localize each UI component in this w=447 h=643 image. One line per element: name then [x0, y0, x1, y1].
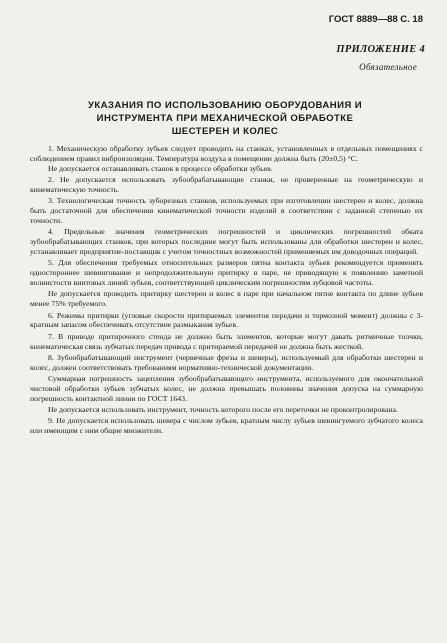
title-line: ШЕСТЕРЕН И КОЛЕС: [171, 126, 279, 137]
paragraph: 8. Зубообрабатывающий инструмент (червячные фрезы и шеверы), используемый для обработки шестерен и колес, должен соответствовать требованиям нормативно-технической документации.: [30, 352, 423, 372]
paragraph: 2. Не допускается использовать зубообрабатывающие станки, не проверенные на геометрическую и кинематическую точность.: [30, 175, 423, 194]
standard-reference: ГОСТ 8889—88 С. 18: [328, 14, 423, 25]
title-line: ИНСТРУМЕНТА ПРИ МЕХАНИЧЕСКОЙ ОБРАБОТКЕ: [96, 113, 354, 124]
paragraph: 7. В приводе притирочного стенда не должно быть элементов, которые могут давать ритмичные толчки, кинематическая связь зубчатых передач привода с притираемой передачей не должна быть жесткой.: [30, 331, 423, 351]
document-body: [30, 144, 423, 436]
paragraph: 5. Для обеспечения требуемых относительных размеров пятна контакта зубьев рекомендуется применять одностороннее шевингование и непродолжительную притирку в паре, не приводящую к появлению заметной волнистости винтовых линий зубьев, соответствующей циклическим погрешностям зубцовой частоты.: [30, 258, 423, 287]
paragraph: Суммарная погрешность зацепления зубообрабатывающего инструмента, используемого для окончательной чистовой обработки зубьев зубчатых колес, не должна превышать половины значения допуска на суммарную погрешность контактной линии по ГОСТ 1643.: [30, 374, 423, 403]
appendix-status: Обязательное: [359, 62, 417, 72]
title-line: УКАЗАНИЯ ПО ИСПОЛЬЗОВАНИЮ ОБОРУДОВАНИЯ И: [87, 100, 363, 111]
paragraph: 1. Механическую обработку зубьев следует проводить на станках, установленных в отдельных помещениях с соблюдением правил виброизоляции. Температура воздуха в помещении должна быть (20±0,5) °С.: [30, 144, 423, 163]
paragraph: 3. Технологическая точность зуборезных станков, используемых при изготовлении шестерен и колес, должна быть достаточной для обеспечения кинематической точности изделий в соответствии с заданной степенью их точности.: [30, 196, 423, 225]
paragraph: 4. Предельные значения геометрических погрешностей и циклических погрешностей обката зубообрабатывающих станков, при которых последние могут быть использованы для обработки шестерен и колес, устанавливает предприятие-поставщик с учетом точностных возможностей применяемых им доводочных операций.: [30, 227, 423, 256]
paragraph: Не допускается останавливать станок в процессе обработки зубьев.: [48, 163, 273, 173]
paragraph: Не допускается проводить притирку шестерен и колес в паре при начальном пятне контакта по длине зубьев менее 75% требуемого.: [30, 289, 423, 309]
paragraph: Не допускается использовать инструмент, точность которого после его переточки не проконтролирована.: [48, 405, 398, 415]
paragraph: 9. Не допускается использовать шевера с числом зубьев, кратным числу зубьев шевингуемого зубчатого колеса или имеющим с ним общие множители.: [30, 416, 423, 436]
appendix-label: ПРИЛОЖЕНИЕ 4: [336, 44, 425, 55]
document-title: [50, 99, 400, 138]
paragraph: 6. Режимы притирки (угловые скорости притираемых элементов передачи и тормозной момент) должны с 3-кратным запасом обеспечивать отсутствие размыкания зубьев.: [30, 310, 423, 330]
